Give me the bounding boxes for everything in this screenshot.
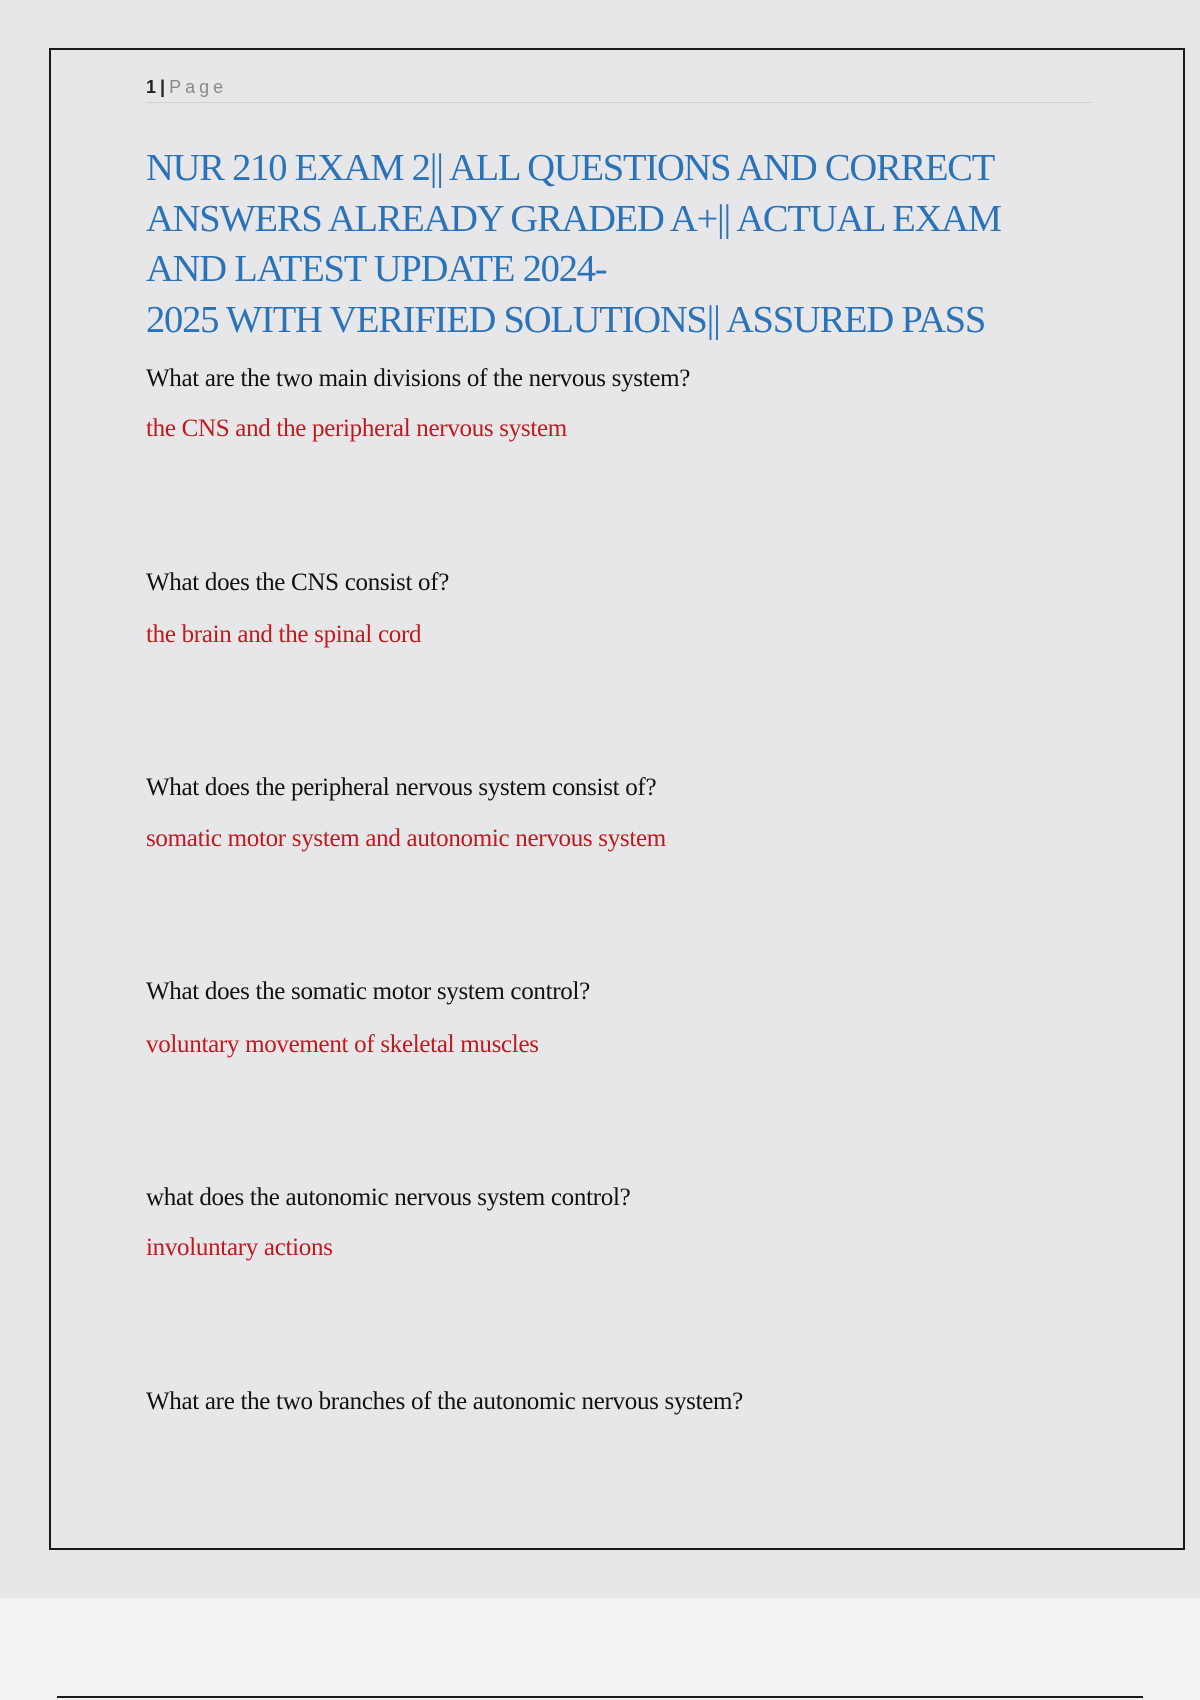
title-line: NUR 210 EXAM 2|| ALL QUESTIONS AND CORRECT [146, 147, 995, 189]
answer-2: the brain and the spinal cord [146, 621, 422, 648]
page-number: 1 [146, 77, 157, 97]
question-4: What does the somatic motor system control? [146, 978, 590, 1005]
answer-1: the CNS and the peripheral nervous system [146, 415, 567, 442]
next-page-rule [57, 1696, 1143, 1698]
answer-3: somatic motor system and autonomic nervous system [146, 825, 666, 852]
page-separator: | [160, 77, 166, 97]
title-line: ANSWERS ALREADY GRADED A+|| ACTUAL EXAM [146, 197, 1001, 240]
question-1: What are the two main divisions of the nervous system? [146, 365, 691, 392]
title-line: 2025 WITH VERIFIED SOLUTIONS|| ASSURED PASS [146, 298, 986, 341]
question-6: What are the two branches of the autonomic nervous system? [146, 1388, 743, 1415]
answer-4: voluntary movement of skeletal muscles [146, 1031, 539, 1058]
document-title [146, 143, 1106, 345]
question-5: what does the autonomic nervous system control? [146, 1184, 631, 1211]
page-label: Page [169, 77, 228, 97]
question-3: What does the peripheral nervous system consist of? [146, 774, 657, 801]
page-header [146, 74, 1091, 103]
answer-5: involuntary actions [146, 1234, 333, 1261]
question-2: What does the CNS consist of? [146, 569, 450, 596]
title-line: AND LATEST UPDATE 2024- [146, 248, 607, 290]
